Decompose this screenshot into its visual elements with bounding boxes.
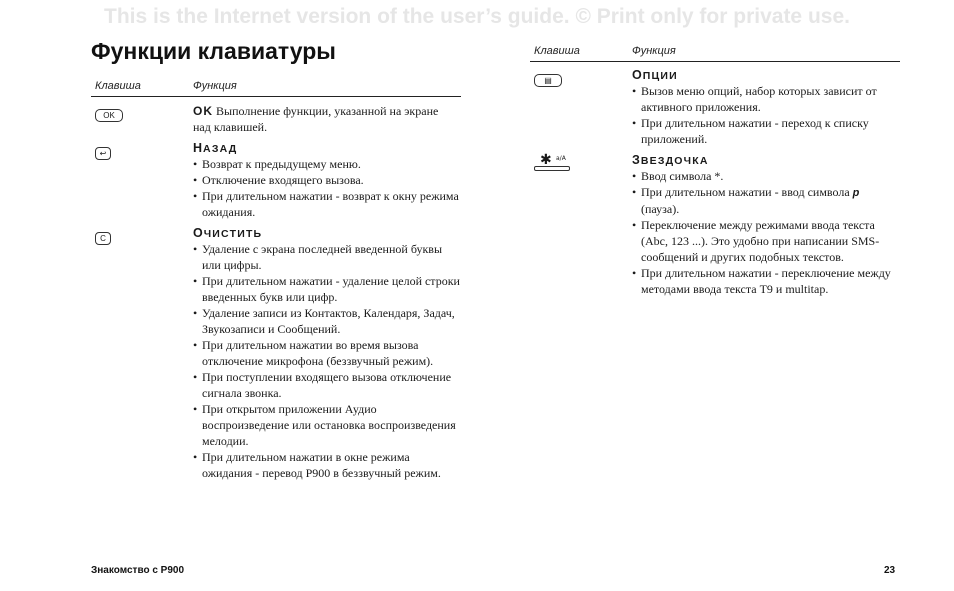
back-bullets bbox=[193, 156, 461, 220]
options-bullets bbox=[632, 83, 900, 147]
list-item: • Удаление записи из Контактов, Календаря, Задач, Звукозаписи и Сообщений. bbox=[193, 305, 461, 337]
back-key-icon: ↩ bbox=[95, 147, 111, 160]
list-item: • При длительном нажатии - удаление целой строки введенных букв или цифр. bbox=[193, 273, 461, 305]
list-item: • Ввод символа *. bbox=[632, 168, 900, 184]
list-item: • При длительном нажатии во время вызова отключение микрофона (беззвучный режим). bbox=[193, 337, 461, 369]
page-title: Функции клавиатуры bbox=[91, 38, 336, 64]
header-function: Функция bbox=[193, 80, 237, 92]
row-star bbox=[530, 153, 900, 297]
row-ok bbox=[91, 103, 461, 135]
clear-key-icon: C bbox=[95, 232, 111, 245]
left-keys-table bbox=[91, 80, 461, 481]
list-item: • Переключение между режимами ввода текста (Abc, 123 ...). Это удобно при написании SMS-сообщений и других подобных текстов. bbox=[632, 217, 900, 265]
list-item: • При поступлении входящего вызова отключение сигнала звонка. bbox=[193, 369, 461, 401]
row-clear bbox=[91, 226, 461, 481]
list-item: • Удаление с экрана последней введенной буквы или цифры. bbox=[193, 241, 461, 273]
back-title: НАЗАД bbox=[193, 141, 238, 155]
options-key-icon: ▤ bbox=[534, 74, 562, 87]
clear-title: ОЧИСТИТЬ bbox=[193, 226, 263, 240]
ok-text-2: над клавишей. bbox=[193, 120, 268, 134]
list-item: • Возврат к предыдущему меню. bbox=[193, 156, 461, 172]
header-function: Функция bbox=[632, 45, 676, 57]
right-keys-table bbox=[530, 45, 900, 297]
row-back bbox=[91, 141, 461, 220]
list-item: • При длительном нажатии - переход к списку приложений. bbox=[632, 115, 900, 147]
list-item: • При длительном нажатии в окне режима ожидания - перевод P900 в беззвучный режим. bbox=[193, 449, 461, 481]
table-header bbox=[91, 80, 461, 97]
list-item: • При длительном нажатии - возврат к окну режима ожидания. bbox=[193, 188, 461, 220]
list-item: • При длительном нажатии - переключение между методами ввода текста T9 и multitap. bbox=[632, 265, 900, 297]
row-options bbox=[530, 68, 900, 147]
ok-text: Выполнение функции, указанной на экране bbox=[216, 104, 439, 118]
options-title: ОПЦИИ bbox=[632, 68, 678, 82]
clear-bullets bbox=[193, 241, 461, 481]
table-header bbox=[530, 45, 900, 62]
list-item: • При длительном нажатии - ввод символа p (пауза). bbox=[632, 184, 900, 217]
star-title: ЗВЕЗДОЧКА bbox=[632, 153, 709, 167]
header-key: Клавиша bbox=[95, 80, 141, 92]
list-item: • При открытом приложении Аудио воспроизведение или остановка воспроизведения мелодии. bbox=[193, 401, 461, 449]
ok-title: OK bbox=[193, 104, 213, 118]
ok-key-icon: OK bbox=[95, 109, 123, 122]
header-key: Клавиша bbox=[534, 45, 580, 57]
footer-section-title: Знакомство с P900 bbox=[91, 565, 185, 576]
star-key-icon: ✱ a/A bbox=[534, 155, 568, 171]
page-number: 23 bbox=[884, 565, 896, 576]
list-item: • Вызов меню опций, набор которых зависит от активного приложения. bbox=[632, 83, 900, 115]
star-bullets bbox=[632, 168, 900, 297]
watermark: This is the Internet version of the user’s guide. © Print only for private use. bbox=[104, 5, 850, 28]
list-item: • Отключение входящего вызова. bbox=[193, 172, 461, 188]
